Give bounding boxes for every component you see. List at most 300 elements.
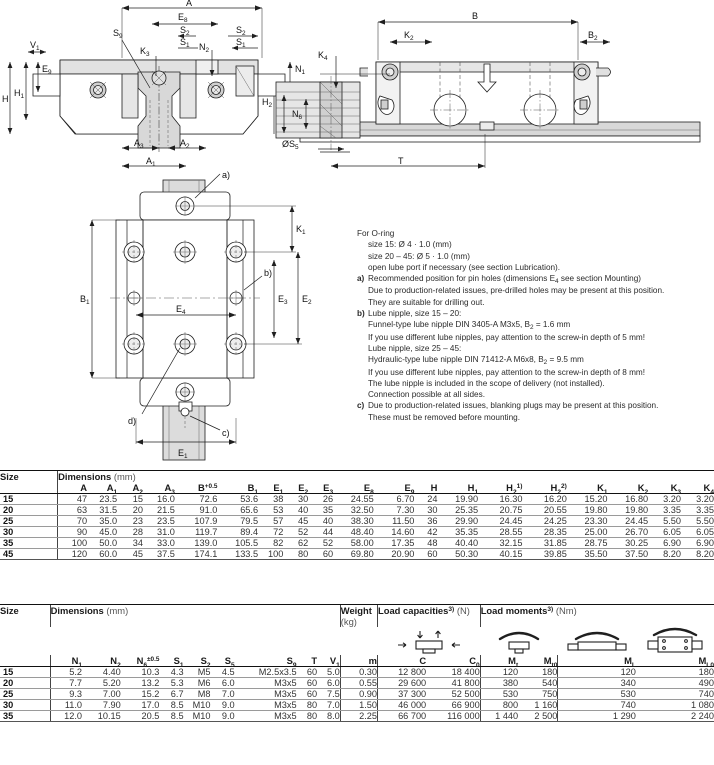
table2-r2-c13: 750 <box>518 689 558 700</box>
table1-r5-c2: 45 <box>117 549 143 560</box>
table1-r5-c5: 133.5 <box>217 549 258 560</box>
table2-r2-c11: 52 500 <box>426 689 480 700</box>
table1-r5-c11: 60 <box>414 549 437 560</box>
table1-r0-c3: 16.0 <box>143 494 175 505</box>
table2-col-N2: $N_2$ <box>82 655 121 667</box>
dimensions-table-2 <box>0 604 714 722</box>
table2-r3-c4: M10 <box>184 700 211 711</box>
note-line-4 <box>357 273 709 285</box>
table1-r2-c10: 11.50 <box>374 516 415 527</box>
label-A2: $A_2$ <box>180 138 190 151</box>
table2-r3-c3: 8.5 <box>159 700 183 711</box>
table1-r3-c15: 25.00 <box>567 527 608 538</box>
table2-col-S2: $S_2$ <box>184 655 211 667</box>
table1-col-B: $B^{+0.5}$ <box>175 482 218 494</box>
table1-r0-c2: 15 <box>117 494 143 505</box>
table1-r4-c2: 34 <box>117 538 143 549</box>
table2-r0-c12: 120 <box>480 667 518 678</box>
table-row <box>0 678 714 689</box>
table1-r2-c4: 107.9 <box>175 516 218 527</box>
table2-group-weight-label: Weight <box>340 605 372 616</box>
table1-group-size: Size <box>0 471 58 483</box>
table1-r1-c4: 91.0 <box>175 505 218 516</box>
label-E9: $E_9$ <box>42 64 52 77</box>
table1-r3-c3: 31.0 <box>143 527 175 538</box>
table1-r1-c11: 30 <box>414 505 437 516</box>
table1-r4-c14: 31.85 <box>522 538 566 549</box>
table1-r0-c0: 47 <box>58 494 87 505</box>
note-line-11: Hydraulic-type lube nipple DIN 71412-A M6x8, $B_2 = 9.5$ mm <box>368 355 584 367</box>
table1-r5-c1: 60.0 <box>87 549 117 560</box>
table1-r5-c16: 37.50 <box>608 549 649 560</box>
table1-col-A1: $A_1$ <box>87 482 117 494</box>
table2-col-S9: $S_9$ <box>235 655 297 667</box>
table2-r1-c6: M3x5 <box>235 678 297 689</box>
note-line-1: size 15: Ø 4 · 1.0 (mm) <box>368 240 452 250</box>
table1-r3-c11: 42 <box>414 527 437 538</box>
label-E4: $E_4$ <box>176 304 186 317</box>
table2-group-loadcap <box>378 605 481 628</box>
table2-col-ML: $M_L$ <box>558 655 636 667</box>
table1-r0-c14: 16.20 <box>522 494 566 505</box>
table1-r0-c1: 23.5 <box>87 494 117 505</box>
table2-col-S1: $S_1$ <box>159 655 183 667</box>
table1-r2-c15: 23.30 <box>567 516 608 527</box>
table1-col-H: H <box>414 482 437 494</box>
table2-r1-c5: 6.0 <box>211 678 235 689</box>
table-row <box>0 667 714 678</box>
label-OS5: $ØS_5$ <box>282 139 299 152</box>
note-line-8: Funnel-type lube nipple DIN 3405-A M3x5, $B_2 = 1.6$ mm <box>368 320 571 332</box>
table2-r2-c9: 0.90 <box>340 689 377 700</box>
dimensions-table-2-wrap <box>0 604 714 722</box>
callout-b: b) <box>264 268 273 278</box>
table2-r4-c11: 116 000 <box>426 711 480 722</box>
table2-r0-c6: M2.5x3.5 <box>235 667 297 678</box>
table1-r0-c16: 16.80 <box>608 494 649 505</box>
table1-r5-size: 45 <box>0 549 58 560</box>
table2-col-C: C <box>378 655 427 667</box>
table1-r2-c5: 79.5 <box>217 516 258 527</box>
table2-r3-c9: 1.50 <box>340 700 377 711</box>
table2-r3-c12: 800 <box>480 700 518 711</box>
table2-r3-c1: 7.90 <box>82 700 121 711</box>
table2-r4-c4: M10 <box>184 711 211 722</box>
label-V1: $V_1$ <box>30 40 40 53</box>
table-row <box>0 527 714 538</box>
table1-col-A: A <box>58 482 87 494</box>
note-text-4: Recommended position for pin holes (dimensions $E_4$ see section Mounting) <box>368 274 641 286</box>
table1-r4-c8: 52 <box>308 538 333 549</box>
table1-col-E9: $E_9$ <box>374 482 415 494</box>
table1-r1-c12: 25.35 <box>437 505 478 516</box>
table2-r2-c6: M3x5 <box>235 689 297 700</box>
top-view-drawing <box>30 170 360 461</box>
table2-r0-c8: 5.0 <box>317 667 340 678</box>
table1-r3-c2: 28 <box>117 527 143 538</box>
note-mark-b: b) <box>357 309 365 319</box>
table2-r1-c4: M6 <box>184 678 211 689</box>
table2-r4-c6: M3x5 <box>235 711 297 722</box>
table1-header-row <box>0 482 714 494</box>
table1-col-H1: $H_1$ <box>437 482 478 494</box>
table1-col-H2-2: $H_2^{2)}$ <box>522 482 566 494</box>
label-A: A <box>186 0 193 8</box>
label-E2: $E_2$ <box>302 294 312 307</box>
note-line-6: They are suitable for drilling out. <box>368 297 485 307</box>
table1-r1-c16: 19.80 <box>608 505 649 516</box>
moment-longitudinal-icon <box>558 627 636 655</box>
table2-r2-c1: 7.00 <box>82 689 121 700</box>
table2-group-weight-unit: (kg) <box>340 616 357 627</box>
table1-r1-c0: 63 <box>58 505 87 516</box>
table2-r1-c0: 7.7 <box>50 678 82 689</box>
table1-r2-c2: 23 <box>117 516 143 527</box>
table2-r4-c5: 9.0 <box>211 711 235 722</box>
table2-group-loadmom-unit: (Nm) <box>555 605 577 616</box>
label-E8: $E_8$ <box>178 12 188 25</box>
table1-r3-c16: 26.70 <box>608 527 649 538</box>
table2-r1-size: 20 <box>0 678 50 689</box>
table1-r1-size: 20 <box>0 505 58 516</box>
note-line-3: open lube port if necessary (see section Lubrication). <box>368 262 561 272</box>
table-row <box>0 711 714 722</box>
table1-r3-c6: 72 <box>258 527 283 538</box>
table1-r3-c14: 28.35 <box>522 527 566 538</box>
table2-r3-c0: 11.0 <box>50 700 82 711</box>
table1-r0-c13: 16.30 <box>478 494 522 505</box>
table1-r0-c12: 19.90 <box>437 494 478 505</box>
table2-r1-c12: 380 <box>480 678 518 689</box>
label-E3: $E_3$ <box>278 294 288 307</box>
table2-r4-size: 35 <box>0 711 50 722</box>
table2-r0-c14: 120 <box>558 667 636 678</box>
table2-r1-c11: 41 800 <box>426 678 480 689</box>
table2-r2-c2: 15.2 <box>121 689 160 700</box>
table1-r3-c13: 28.55 <box>478 527 522 538</box>
table2-r3-c6: M3x5 <box>235 700 297 711</box>
table2-group-size: Size <box>0 605 50 628</box>
table2-r0-c15: 180 <box>636 667 714 678</box>
label-K1: $K_1$ <box>296 224 306 237</box>
label-S1-right: $S_1$ <box>236 37 246 50</box>
table2-r4-c3: 8.5 <box>159 711 183 722</box>
table1-r3-c17: 6.05 <box>648 527 681 538</box>
table2-r0-c3: 4.3 <box>159 667 183 678</box>
table2-r0-c4: M5 <box>184 667 211 678</box>
table2-r1-c7: 60 <box>297 678 318 689</box>
table2-r0-size: 15 <box>0 667 50 678</box>
table2-r2-size: 25 <box>0 689 50 700</box>
table1-r4-c0: 100 <box>58 538 87 549</box>
note-line-9: If you use different lube nipples, pay attention to the screw-in depth of 5 mm! <box>368 332 646 342</box>
table1-col-K1: $K_1$ <box>567 482 608 494</box>
table1-r5-c10: 20.90 <box>374 549 415 560</box>
table1-r5-c14: 39.85 <box>522 549 566 560</box>
table-row <box>0 505 714 516</box>
table1-r3-c10: 14.60 <box>374 527 415 538</box>
note-text-7: Lube nipple, size 15 – 20: <box>368 309 462 319</box>
table1-r1-c5: 65.6 <box>217 505 258 516</box>
table1-r2-c7: 45 <box>283 516 308 527</box>
dimensions-table-1 <box>0 470 714 560</box>
note-mark-a: a) <box>357 274 365 284</box>
label-S2-left: $S_2$ <box>180 25 190 38</box>
table2-r4-c9: 2.25 <box>340 711 377 722</box>
table2-col-N1: $N_1$ <box>50 655 82 667</box>
table-row <box>0 516 714 527</box>
table2-r2-c8: 7.5 <box>317 689 340 700</box>
table2-r2-c4: M8 <box>184 689 211 700</box>
callout-d: d) <box>128 416 137 426</box>
note-line-10: Lube nipple, size 25 – 45: <box>368 343 462 353</box>
table1-header-size <box>0 482 58 494</box>
table1-r4-c16: 30.25 <box>608 538 649 549</box>
table-row <box>0 538 714 549</box>
table1-group-dimensions <box>58 471 714 483</box>
table-row <box>0 549 714 560</box>
table1-r1-c7: 40 <box>283 505 308 516</box>
table1-r2-c1: 35.0 <box>87 516 117 527</box>
table1-r4-c12: 40.40 <box>437 538 478 549</box>
table2-r4-c12: 1 440 <box>480 711 518 722</box>
note-text-15: Due to production-related issues, blanking plugs may be present at this position. <box>368 401 659 411</box>
label-K3: $K_3$ <box>140 46 150 59</box>
table1-r4-c4: 139.0 <box>175 538 218 549</box>
table1-group-dimensions-label: Dimensions <box>58 471 112 482</box>
table1-r5-c8: 60 <box>308 549 333 560</box>
table1-r4-c15: 28.75 <box>567 538 608 549</box>
note-line-0: For O-ring <box>357 229 395 238</box>
note-line-14: Connection possible at all sides. <box>368 390 485 400</box>
table1-r0-c7: 30 <box>283 494 308 505</box>
table1-r4-c6: 82 <box>258 538 283 549</box>
table1-r1-c8: 35 <box>308 505 333 516</box>
table1-r0-c18: 3.20 <box>681 494 714 505</box>
table2-header-row <box>0 655 714 667</box>
table1-r5-c13: 40.15 <box>478 549 522 560</box>
table1-r1-c3: 21.5 <box>143 505 175 516</box>
table2-col-S5: $S_5$ <box>211 655 235 667</box>
table2-r1-c13: 540 <box>518 678 558 689</box>
table2-r4-c0: 12.0 <box>50 711 82 722</box>
table2-group-dimensions <box>50 605 340 628</box>
table1-r0-c15: 15.20 <box>567 494 608 505</box>
table1-r3-c7: 52 <box>283 527 308 538</box>
pictogram-blank-dims <box>50 627 340 655</box>
table2-r1-c14: 340 <box>558 678 636 689</box>
table2-group-loadcap-unit: (N) <box>456 605 470 616</box>
table1-r2-c16: 24.45 <box>608 516 649 527</box>
note-line-12: If you use different lube nipples, pay attention to the screw-in depth of 8 mm! <box>368 367 646 377</box>
table1-r3-size: 30 <box>0 527 58 538</box>
table1-r4-c18: 6.90 <box>681 538 714 549</box>
table2-r0-c1: 4.40 <box>82 667 121 678</box>
table2-col-N6: $N_6^{\pm 0.5}$ <box>121 655 160 667</box>
table1-col-E2: $E_2$ <box>283 482 308 494</box>
table1-r2-c0: 70 <box>58 516 87 527</box>
table2-col-Mt0: $M_{t0}$ <box>518 655 558 667</box>
table1-r2-size: 25 <box>0 516 58 527</box>
table2-r2-c0: 9.3 <box>50 689 82 700</box>
table1-col-A2: $A_2$ <box>117 482 143 494</box>
table1-r3-c0: 90 <box>58 527 87 538</box>
table1-r2-c18: 5.50 <box>681 516 714 527</box>
table1-col-H2-1: $H_2^{1)}$ <box>478 482 522 494</box>
table2-group-loadmom <box>480 605 714 628</box>
table1-col-E1: $E_1$ <box>258 482 283 494</box>
table2-r4-c1: 10.15 <box>82 711 121 722</box>
table2-r0-c13: 180 <box>518 667 558 678</box>
table1-r2-c13: 24.45 <box>478 516 522 527</box>
table2-r3-c10: 46 000 <box>378 700 427 711</box>
table2-group-loadcap-sup: 3) <box>448 605 455 613</box>
table1-r1-c6: 53 <box>258 505 283 516</box>
table-row <box>0 689 714 700</box>
table2-group-loadmom-sup: 3) <box>547 605 554 613</box>
pictogram-blank-weight <box>340 627 377 655</box>
table2-r4-c7: 80 <box>297 711 318 722</box>
table1-r5-c0: 120 <box>58 549 87 560</box>
moment-longitudinal-top-icon <box>636 627 714 655</box>
table1-r1-c18: 3.35 <box>681 505 714 516</box>
table2-r3-c13: 1 160 <box>518 700 558 711</box>
table1-r2-c3: 23.5 <box>143 516 175 527</box>
table2-r0-c10: 12 800 <box>378 667 427 678</box>
label-K2: $K_2$ <box>404 30 414 43</box>
table1-group-dimensions-unit: (mm) <box>113 471 136 482</box>
table2-r1-c10: 29 600 <box>378 678 427 689</box>
table2-r1-c2: 13.2 <box>121 678 160 689</box>
label-S9: $S_9$ <box>113 28 123 41</box>
table1-r0-c8: 26 <box>308 494 333 505</box>
table1-r3-c18: 6.05 <box>681 527 714 538</box>
table2-group-dimensions-unit: (mm) <box>106 605 129 616</box>
moment-torsional-icon <box>480 627 558 655</box>
table1-col-A3: $A_3$ <box>143 482 175 494</box>
label-B2: $B_2$ <box>588 30 598 43</box>
carriage-compression-load-icon <box>378 627 481 655</box>
label-K4: $K_4$ <box>318 50 328 63</box>
table1-r0-c11: 24 <box>414 494 437 505</box>
table1-r0-c4: 72.6 <box>175 494 218 505</box>
table1-r0-c10: 6.70 <box>374 494 415 505</box>
table1-r0-c6: 38 <box>258 494 283 505</box>
table1-r2-c17: 5.50 <box>648 516 681 527</box>
table2-r2-c5: 7.0 <box>211 689 235 700</box>
table2-r2-c3: 6.7 <box>159 689 183 700</box>
table1-col-K3: $K_3$ <box>648 482 681 494</box>
table2-r3-c8: 7.0 <box>317 700 340 711</box>
table1-col-B1: $B_1$ <box>217 482 258 494</box>
table1-r5-c6: 100 <box>258 549 283 560</box>
table2-r2-c15: 740 <box>636 689 714 700</box>
pictogram-blank-size <box>0 627 50 655</box>
table2-r4-c10: 66 700 <box>378 711 427 722</box>
label-H1: $H_1$ <box>14 88 25 101</box>
table1-r1-c9: 32.50 <box>333 505 374 516</box>
table1-group-row <box>0 471 714 483</box>
table2-col-m: m <box>340 655 377 667</box>
table2-col-ML0: $M_{L0}$ <box>636 655 714 667</box>
table1-r3-c12: 35.35 <box>437 527 478 538</box>
table1-r1-c2: 20 <box>117 505 143 516</box>
table1-r2-c14: 24.25 <box>522 516 566 527</box>
table2-header-size <box>0 655 50 667</box>
table2-group-loadmom-label: Load moments <box>480 605 548 616</box>
table2-r3-c5: 9.0 <box>211 700 235 711</box>
note-mark-c: c) <box>357 401 365 411</box>
table2-r2-c10: 37 300 <box>378 689 427 700</box>
table2-r2-c14: 530 <box>558 689 636 700</box>
table1-col-K2: $K_2$ <box>608 482 649 494</box>
table2-r1-c1: 5.20 <box>82 678 121 689</box>
table2-r3-c2: 17.0 <box>121 700 160 711</box>
table2-group-weight <box>340 605 377 628</box>
table1-r3-c8: 44 <box>308 527 333 538</box>
table1-r1-c13: 20.75 <box>478 505 522 516</box>
table2-group-loadcap-label: Load capacities <box>378 605 449 616</box>
dimensions-table-1-wrap <box>0 470 714 560</box>
label-T: T <box>398 156 404 166</box>
table2-r2-c12: 530 <box>480 689 518 700</box>
label-S2-right: $S_2$ <box>236 25 246 38</box>
table2-col-T: T <box>297 655 318 667</box>
table1-r5-c3: 37.5 <box>143 549 175 560</box>
label-S1-left: $S_1$ <box>180 37 190 50</box>
table2-col-C0: $C_0$ <box>426 655 480 667</box>
table2-r2-c7: 60 <box>297 689 318 700</box>
table1-r4-c3: 33.0 <box>143 538 175 549</box>
table1-r1-c15: 19.80 <box>567 505 608 516</box>
label-H: H <box>2 94 9 104</box>
table2-pictogram-row <box>0 627 714 655</box>
table1-col-E8: $E_8$ <box>333 482 374 494</box>
table2-r0-c2: 10.3 <box>121 667 160 678</box>
label-H2: $H_2$ <box>262 97 273 110</box>
label-B: B <box>472 11 479 21</box>
table2-r3-c11: 66 900 <box>426 700 480 711</box>
notes-block <box>357 228 709 423</box>
table1-r4-c10: 17.35 <box>374 538 415 549</box>
table2-r3-c15: 1 080 <box>636 700 714 711</box>
table1-r2-c6: 57 <box>258 516 283 527</box>
table1-r5-c9: 69.80 <box>333 549 374 560</box>
table1-r1-c17: 3.35 <box>648 505 681 516</box>
table1-col-K4: $K_4$ <box>681 482 714 494</box>
table2-r4-c13: 2 500 <box>518 711 558 722</box>
label-E1: $E_1$ <box>178 448 188 461</box>
table1-r5-c12: 50.30 <box>437 549 478 560</box>
table1-r1-c14: 20.55 <box>522 505 566 516</box>
table1-r0-c5: 53.6 <box>217 494 258 505</box>
note-line-15 <box>357 400 709 411</box>
table2-r1-c15: 490 <box>636 678 714 689</box>
note-line-5: Due to production-related issues, pre-drilled holes may be present at this position. <box>368 286 665 296</box>
table1-r4-c1: 50.0 <box>87 538 117 549</box>
table1-r4-c11: 48 <box>414 538 437 549</box>
note-line-2: size 20 – 45: Ø 5 · 1.0 (mm) <box>368 251 470 261</box>
table2-r0-c5: 4.5 <box>211 667 235 678</box>
table1-r5-c17: 8.20 <box>648 549 681 560</box>
table2-r0-c9: 0.30 <box>340 667 377 678</box>
table2-r0-c0: 5.2 <box>50 667 82 678</box>
table2-r3-c14: 740 <box>558 700 636 711</box>
table2-r1-c8: 6.0 <box>317 678 340 689</box>
table2-r1-c3: 5.3 <box>159 678 183 689</box>
table1-r2-c12: 29.90 <box>437 516 478 527</box>
table1-r5-c15: 35.50 <box>567 549 608 560</box>
